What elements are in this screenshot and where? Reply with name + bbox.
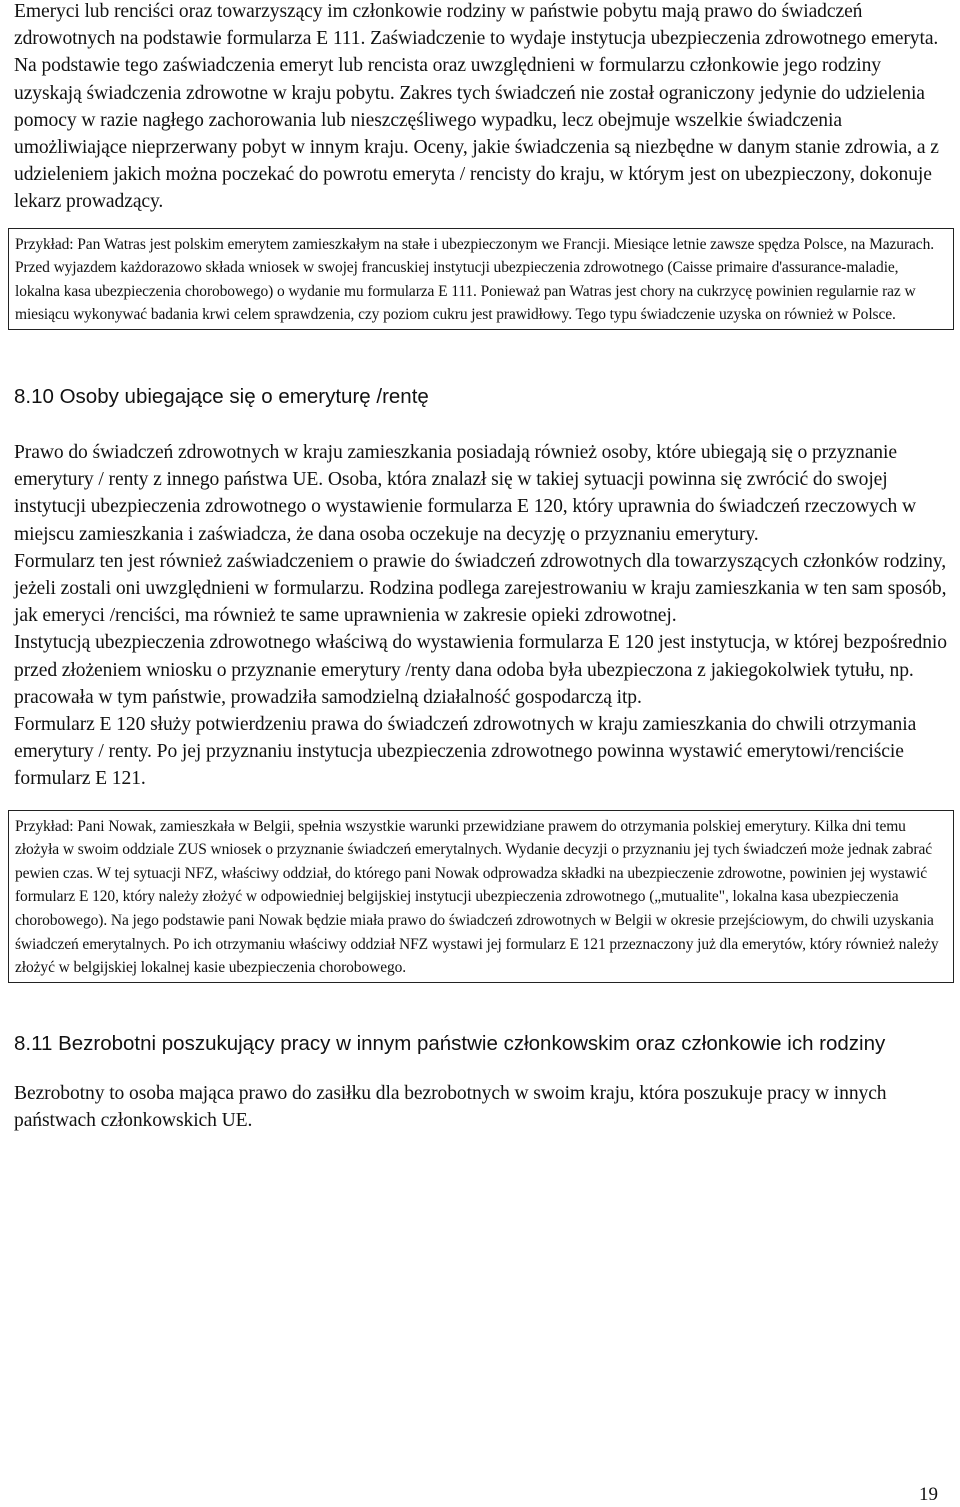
paragraph-e120-family: Formularz ten jest również zaświadczeniem o prawie do świadczeń zdrowotnych dla towarzyszących członków rodziny, jeżeli zostali oni uwzględnieni w formularzu. Rodzina podlega zarejestrowaniu w kraju zamieszkania w ten sam sposób, jak emeryci /renciści, ma również te same uprawnienia w zakresie opieki zdrowotnej. [14,550,947,627]
section-heading-8-11: 8.11 Bezrobotni poszukujący pracy w innym państwie członkowskim oraz członkowie ich rodziny [14,1031,886,1055]
paragraph-unemployed: Bezrobotny to osoba mająca prawo do zasiłku dla bezrobotnych w swoim kraju, która poszukuje pracy w innych państwach członkowskich UE. [14,1082,887,1131]
example-box-watras: Przykład: Pan Watras jest polskim emerytem zamieszkałym na stałe i ubezpieczonym we Francji. Miesiące letnie zawsze spędza Polsce, na Mazurach. Przed wyjazdem każdorazowo składa wniosek w swojej francuskiej instytucji ubezpieczenia zdrowotnego (Caisse primaire d'assurance-maladie, lokalna kasa ubezpieczenia chorobowego) o wydanie mu formularza E 111. Ponieważ pan Watras jest chory na cukrzycę powinien regularnie raz w miesiącu wykonywać badania krwi celem sprawdzenia, czy poziom cukru jest prawidłowy. Tego typu świadczenie uzyska on również w Polsce. [8,228,954,330]
paragraph-e120-purpose: Formularz E 120 służy potwierdzeniu prawa do świadczeń zdrowotnych w kraju zamieszkania do chwili otrzymania emerytury / renty. Po jej przyznaniu instytucja ubezpieczenia zdrowotnego powinna wystawić emerytowi/renciście formularz E 121. [14,714,917,790]
paragraph-e120-institution: Instytucją ubezpieczenia zdrowotnego właściwą do wystawienia formularza E 120 jest instytucja, w której bezpośrednio przed złożeniem wniosku o przyznanie emerytury /renty dana odoba była ubezpieczona z jakiegokolwiek tytułu, np. pracowała w tym państwie, prowadziła samodzielną działalność gospodarczą itp. [14,632,947,708]
section-heading-8-10: 8.10 Osoby ubiegające się o emeryturę /rentę [14,385,429,408]
paragraph-e120-intro: Prawo do świadczeń zdrowotnych w kraju zamieszkania posiadają również osoby, które ubiegają się o przyznanie emerytury / renty z innego państwa UE. Osoba, która znalazł się w takiej sytuacji powinna się zwrócić do swojej instytucji ubezpieczenia zdrowotnego o wystawienie formularza E 120, który uprawnia do świadczeń rzeczowych w miejscu zamieszkania i zaświadcza, że dana osoba oczekuje na decyzję o przyznaniu emerytury. [14,442,917,545]
paragraph-pensioners-e111: Emeryci lub renciści oraz towarzyszący im członkowie rodziny w państwie pobytu mają prawo do świadczeń zdrowotnych na podstawie formularza E 111. Zaświadczenie to wydaje instytucja ubezpieczenia zdrowotnego emeryta. Na podstawie tego zaświadczenia emeryt lub rencista oraz uwzględnieni w formularzu członkowie jego rodziny uzyskają świadczenia zdrowotne w kraju pobytu. Zakres tych świadczeń nie został ograniczony jedynie do udzielenia pomocy w razie nagłego zachorowania lub nieszczęśliwego wypadku, lecz obejmuje wszelkie świadczenia umożliwiające nieprzerwany pobyt w innym kraju. Oceny, jakie świadczenia są niezbędne w danym stanie zdrowia, a z udzieleniem jakich można poczekać do powrotu emeryta / rencisty do kraju, w którym jest on ubezpieczony, dokonuje lekarz prowadzący. [14,1,939,213]
page-number: 19 [919,1484,938,1505]
example-box-nowak: Przykład: Pani Nowak, zamieszkała w Belgii, spełnia wszystkie warunki przewidziane prawem do otrzymania polskiej emerytury. Kilka dni temu złożyła w swoim oddziale ZUS wniosek o przyznanie świadczeń emerytalnych. Wydanie decyzji o przyznaniu jej tych świadczeń może jednak zabrać pewien czas. W tej sytuacji NFZ, właściwy oddział, do którego pani Nowak odprowadza składki na ubezpieczenie zdrowotne, powinien jej wystawić formularz E 120, który należy złożyć w odpowiedniej belgijskiej instytucji ubezpieczenia zdrowotnego („mutualite", lokalna kasa ubezpieczenia chorobowego). Na jego podstawie pani Nowak będzie miała prawo do świadczeń zdrowotnych w Belgii w okresie przejściowym, do chwili uzyskania świadczeń emerytalnych. Po ich otrzymaniu właściwy oddział NFZ wystawi jej formularz E 121 przeznaczony już dla emerytów, który również należy złożyć w belgijskiej lokalnej kasie ubezpieczenia chorobowego. [8,810,954,983]
